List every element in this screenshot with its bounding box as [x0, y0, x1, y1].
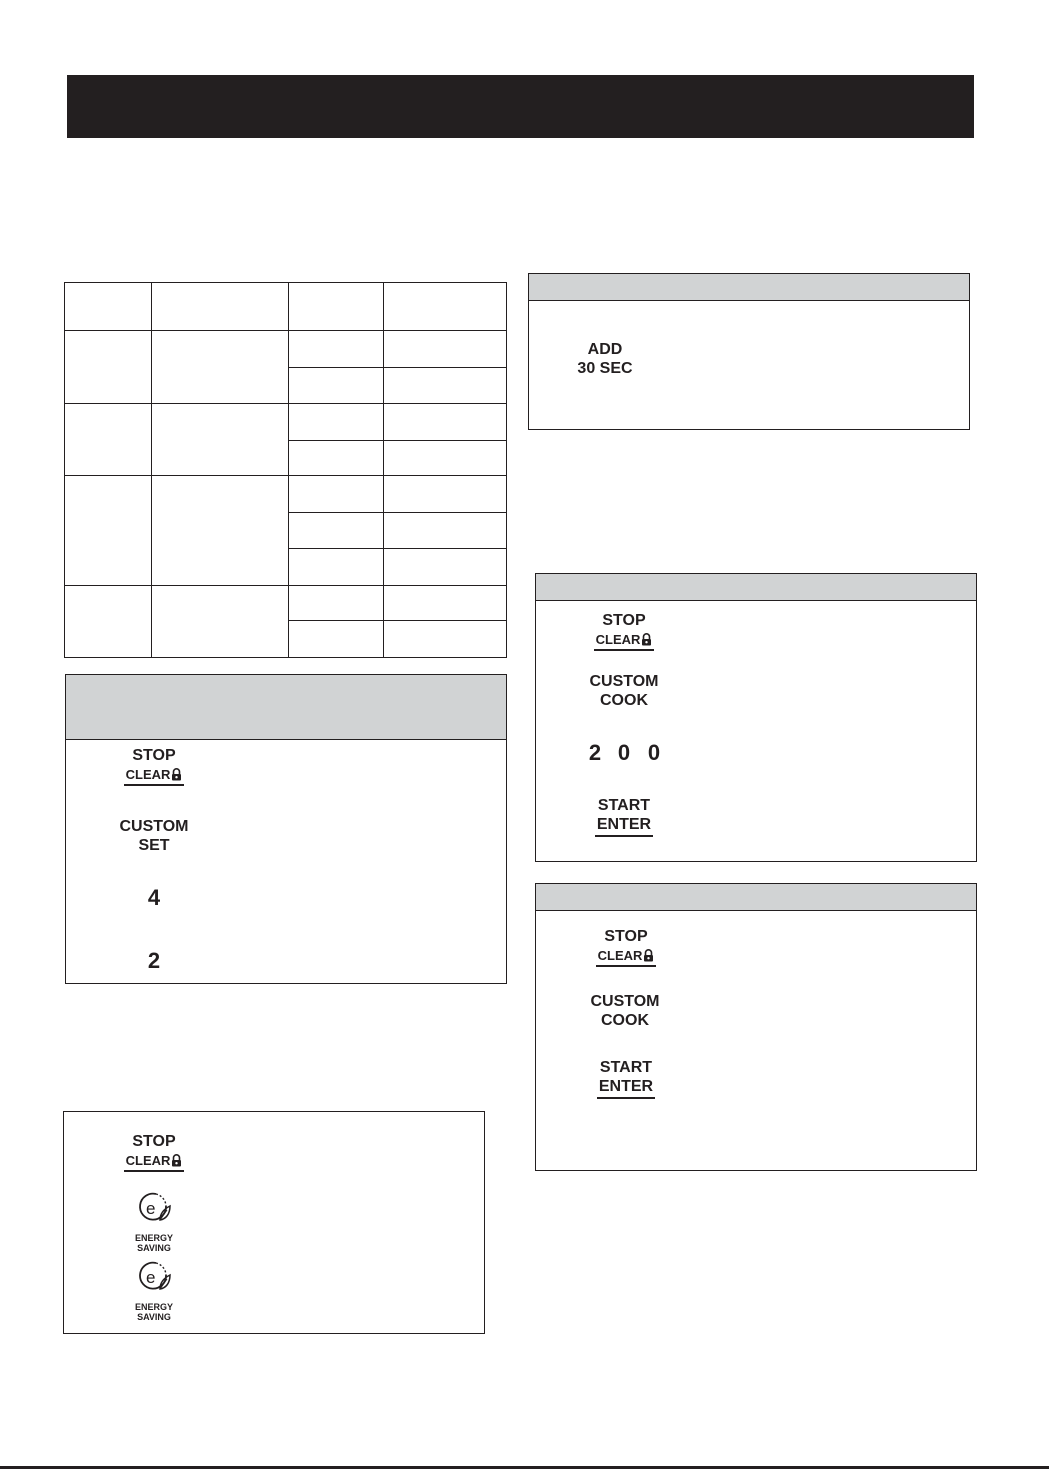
key-label-top: ADD: [587, 341, 623, 358]
key-label-bottom: ENTER: [595, 815, 653, 837]
number-key-0[interactable]: 0: [647, 740, 661, 765]
table-cell: [289, 404, 384, 441]
svg-text:e: e: [146, 1199, 156, 1218]
lock-icon: [641, 633, 652, 646]
key-label-bottom: [124, 1153, 185, 1172]
table-cell: [289, 549, 384, 586]
key-label-top: STOP: [602, 612, 646, 629]
custom-cook-button[interactable]: [577, 992, 673, 1030]
key-label-bottom: [596, 948, 657, 967]
table-cell: [289, 586, 384, 621]
lock-icon: [171, 768, 182, 781]
lock-icon: [643, 949, 654, 962]
table-cell: [152, 283, 289, 331]
custom-cook-button[interactable]: [576, 672, 672, 710]
lock-icon: [171, 1154, 182, 1167]
key-label-text: CLEAR: [125, 767, 171, 783]
eco-label-top: ENERGY: [134, 1233, 173, 1243]
table-cell: [289, 621, 384, 658]
energy-saving-icon: [134, 1190, 174, 1228]
table-cell: [384, 549, 507, 586]
key-label-bottom: SET: [138, 837, 170, 855]
key-label-top: START: [597, 797, 651, 814]
custom-set-button[interactable]: [106, 817, 202, 855]
svg-text:e: e: [146, 1268, 156, 1287]
table-row: [65, 331, 507, 368]
energy-saving-panel: [63, 1111, 485, 1334]
number-key-0[interactable]: 0: [617, 740, 631, 765]
table-cell: [384, 513, 507, 549]
key-label-bottom: [594, 632, 655, 651]
number-key-2[interactable]: 2: [588, 740, 602, 765]
table-cell: [65, 331, 152, 404]
table-cell: [65, 404, 152, 476]
start-enter-button[interactable]: [586, 1058, 666, 1099]
key-label-bottom: [124, 767, 185, 786]
number-key-4[interactable]: 4: [147, 885, 161, 910]
table-cell: [289, 368, 384, 404]
add-30-sec-panel: [528, 273, 970, 430]
eco-label-bottom: SAVING: [137, 1312, 171, 1322]
table-cell: [289, 331, 384, 368]
table-cell: [152, 404, 289, 476]
settings-table: [64, 282, 507, 658]
table-cell: [384, 441, 507, 476]
key-label-bottom: 30 SEC: [577, 360, 633, 378]
table-cell: [384, 621, 507, 658]
custom-set-panel: [65, 674, 507, 984]
key-label-top: STOP: [132, 747, 176, 764]
key-label-bottom: ENTER: [597, 1077, 655, 1099]
table-cell: [152, 476, 289, 586]
key-label-top: CUSTOM: [589, 673, 659, 690]
energy-saving-icon: [134, 1259, 174, 1297]
start-enter-button[interactable]: [584, 796, 664, 837]
table-cell: [384, 368, 507, 404]
key-label-top: CUSTOM: [590, 993, 660, 1010]
table-cell: [289, 513, 384, 549]
number-key-2[interactable]: 2: [147, 948, 161, 973]
key-label-text: CLEAR: [597, 948, 643, 964]
stop-clear-button[interactable]: [114, 1132, 194, 1172]
add-30-sec-button[interactable]: [565, 340, 645, 378]
panel-header: [536, 574, 976, 601]
key-label-text: CLEAR: [125, 1153, 171, 1169]
custom-cook-panel-2: [535, 883, 977, 1171]
table-cell: [152, 586, 289, 658]
eco-label-top: ENERGY: [134, 1302, 173, 1312]
panel-header: [529, 274, 969, 301]
table-cell: [65, 476, 152, 586]
stop-clear-button[interactable]: [584, 611, 664, 651]
stop-clear-button[interactable]: [114, 746, 194, 786]
table-cell: [384, 586, 507, 621]
custom-cook-panel-1: [535, 573, 977, 862]
stop-clear-button[interactable]: [586, 927, 666, 967]
table-cell: [384, 283, 507, 331]
key-label-bottom: COOK: [600, 692, 648, 710]
table-cell: [289, 441, 384, 476]
table-cell: [289, 476, 384, 513]
table-cell: [384, 331, 507, 368]
table-cell: [152, 331, 289, 404]
table-row: [65, 586, 507, 621]
table-cell: [384, 404, 507, 441]
energy-saving-button[interactable]: [124, 1190, 184, 1253]
energy-saving-button[interactable]: [124, 1259, 184, 1322]
table-cell: [384, 476, 507, 513]
key-label-top: START: [599, 1059, 653, 1076]
table-row: [65, 404, 507, 441]
key-label-top: CUSTOM: [119, 818, 189, 835]
key-label-text: CLEAR: [595, 632, 641, 648]
key-label-top: STOP: [132, 1133, 176, 1150]
panel-header: [66, 675, 506, 740]
table-row: [65, 476, 507, 513]
table-cell: [65, 283, 152, 331]
table-cell: [65, 586, 152, 658]
eco-label-bottom: SAVING: [137, 1243, 171, 1253]
key-label-bottom: COOK: [601, 1012, 649, 1030]
key-label-top: STOP: [604, 928, 648, 945]
table-header-row: [65, 283, 507, 331]
panel-header: [536, 884, 976, 911]
table-cell: [289, 283, 384, 331]
section-title-bar: [67, 75, 974, 138]
